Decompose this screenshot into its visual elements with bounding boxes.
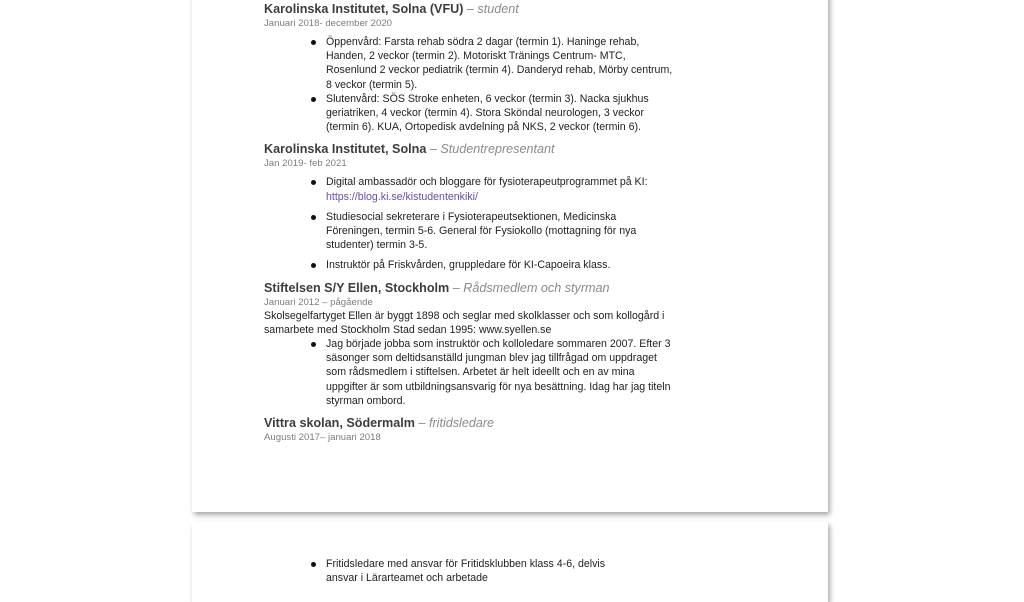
entry-dates: Augusti 2017– januari 2018 bbox=[264, 432, 381, 444]
bullet-item bbox=[326, 557, 674, 585]
role-title: – fritidsledare bbox=[418, 416, 495, 431]
bullet-item: Öppenvård: Farsta rehab södra 2 dagar (termin 1). Haninge rehab, Handen, 2 veckor (termin 2). Motoriskt Tränings Centrum- MTC, Rosenlund 2 veckor pediatrik (termin 4). Danderyd rehab, Mörby centrum, 8 veckor (termin 5). bbox=[326, 36, 673, 91]
experience-entry bbox=[264, 415, 674, 444]
role-title: – Studentrepresentant bbox=[429, 142, 555, 157]
organization-name: Stiftelsen S/Y Ellen, Stockholm bbox=[264, 280, 450, 295]
organization-name: Vittra skolan, Södermalm bbox=[264, 416, 415, 431]
bullet-item: Jag började jobba som instruktör och kolloledare sommaren 2007. Efter 3 säsonger som deltidsanställd jungman blev jag tillfrågad om uppdraget som rådsmedlem i stiftelsen. Arbetet är helt ideellt och en av mina uppgifter är som utbildningsansvarig för nya besättning. Idag har jag titeln styrman ombord. bbox=[326, 337, 674, 408]
role-title: – student bbox=[466, 2, 519, 16]
bullet-item bbox=[326, 175, 674, 203]
page-2-content bbox=[264, 557, 674, 585]
organization-name: Karolinska Institutet, Solna bbox=[264, 142, 427, 157]
organization-name: Karolinska Institutet, Solna (VFU) bbox=[264, 2, 464, 16]
bullet-list bbox=[264, 337, 674, 408]
bullet-text-continued: ansvar i Lärarteamet och arbetade bbox=[326, 572, 488, 585]
entry-dates: Jan 2019- feb 2021 bbox=[264, 158, 347, 170]
experience-entry bbox=[264, 1, 674, 134]
page-1-content bbox=[264, 1, 674, 449]
bullet-list bbox=[264, 557, 674, 585]
bullet-list bbox=[264, 175, 674, 272]
blog-link[interactable]: https://blog.ki.se/kistudentenkiki/ bbox=[326, 190, 478, 203]
bullet-text: Digital ambassadör och bloggare för fysioterapeutprogrammet på KI: bbox=[326, 176, 648, 189]
entry-dates: Januari 2018- december 2020 bbox=[264, 18, 393, 29]
entry-dates: Januari 2012 – pågående bbox=[264, 296, 373, 308]
experience-entry bbox=[264, 141, 674, 272]
entry-heading bbox=[264, 141, 674, 157]
entry-heading bbox=[264, 415, 674, 431]
bullet-list bbox=[264, 35, 674, 134]
experience-entry bbox=[264, 280, 674, 408]
entry-description: Skolsegelfartyget Ellen är byggt 1898 och seglar med skolklasser och som kollogård i samarbete med Stockholm Stad sedan 1995: www.syellen.se bbox=[264, 309, 665, 336]
bullet-text: Fritidsledare med ansvar för Fritidsklubben klass 4-6, delvis bbox=[326, 558, 606, 570]
role-title: – Rådsmedlem och styrman bbox=[452, 280, 610, 295]
bullet-item: Studiesocial sekreterare i Fysioterapeutsektionen, Medicinska Föreningen, termin 5-6. General för Fysiokollo (mottagning för nya studenter) termin 3-5. bbox=[326, 210, 674, 253]
bullet-item: Slutenvård: SÖS Stroke enheten, 6 veckor (termin 3). Nacka sjukhus geriatriken, 4 veckor (termin 4). Stora Sköndal neurologen, 3 veckor (termin 6). KUA, Ortopedisk avdelning på NKS, 2 veckor (termin 6). bbox=[326, 92, 674, 135]
bullet-item: Instruktör på Friskvården, gruppledare för KI-Capoeira klass. bbox=[326, 258, 674, 272]
entry-heading bbox=[264, 1, 674, 17]
entry-heading bbox=[264, 280, 674, 296]
